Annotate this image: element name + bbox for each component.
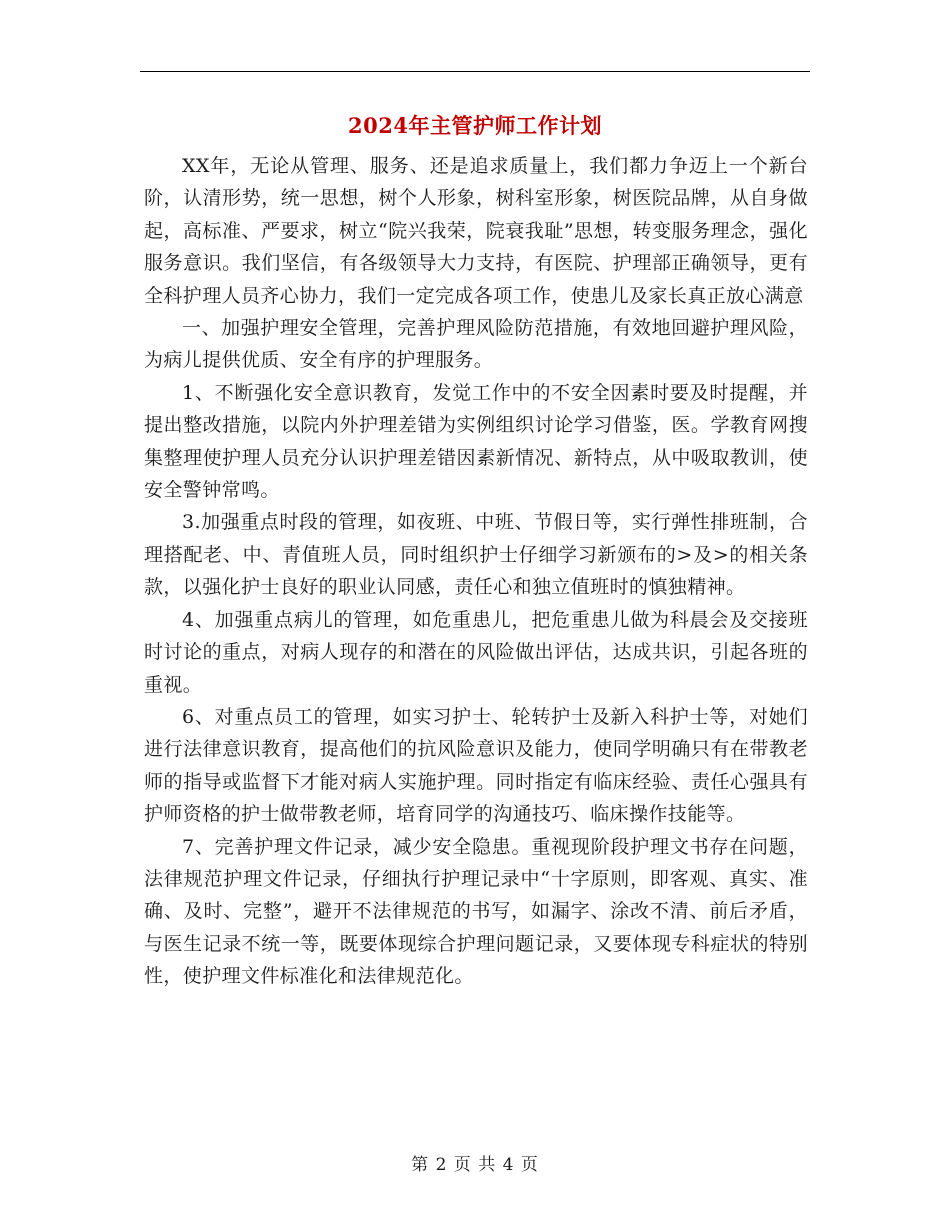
paragraph-section-1: 一、加强护理安全管理，完善护理风险防范措施，有效地回避护理风险，为病儿提供优质、安全有序的护理服务。 [144, 317, 808, 372]
paragraph-item-6: 6、对重点员工的管理，如实习护士、轮转护士及新入科护士等，对她们进行法律意识教育，提高他们的抗风险意识及能力，使同学明确只有在带教老师的指导或监督下才能对病人实施护理。同时指定有临床经验、责任心强具有护师资格的护士做带教老师，培育同学的沟通技巧、临床操作技能等。 [144, 705, 808, 826]
header-rule [140, 71, 810, 72]
paragraph-item-1: 1、不断强化安全意识教育，发觉工作中的不安全因素时要及时提醒，并提出整改措施，以院内外护理差错为实例组织讨论学习借鉴，医。学教育网搜集整理使护理人员充分认识护理差错因素新情况、新特点，从中吸取教训，使安全警钟常鸣。 [144, 381, 808, 502]
paragraph-item-3: 3.加强重点时段的管理，如夜班、中班、节假日等，实行弹性排班制，合理搭配老、中、青值班人员，同时组织护士仔细学习新颁布的>及>的相关条款，以强化护士良好的职业认同感，责任心和独立值班时的慎独精神。 [144, 511, 808, 599]
page-number-footer: 第 2 页 共 4 页 [411, 1155, 539, 1175]
document-body [144, 150, 808, 993]
paragraph-item-7: 7、完善护理文件记录，减少安全隐患。重视现阶段护理文书存在问题，法律规范护理文件记录，仔细执行护理记录中“十字原则，即客观、真实、准确、及时、完整”，避开不法律规范的书写，如漏字、涂改不清、前后矛盾，与医生记录不统一等，既要体现综合护理问题记录，又要体现专科症状的特别性，使护理文件标准化和法律规范化。 [144, 835, 808, 988]
document-title: 2024年主管护师工作计划 [348, 113, 602, 138]
paragraph-item-4: 4、加强重点病儿的管理，如危重患儿，把危重患儿做为科晨会及交接班时讨论的重点，对病人现存的和潜在的风险做出评估，达成共识，引起各班的重视。 [144, 608, 808, 696]
paragraph-intro: XX年，无论从管理、服务、还是追求质量上，我们都力争迈上一个新台阶，认清形势，统一思想，树个人形象，树科室形象，树医院品牌，从自身做起，高标准、严要求，树立“院兴我荣，院衰我耻”思想，转变服务理念，强化服务意识。我们坚信，有各级领导大力支持，有医院、护理部正确领导，更有全科护理人员齐心协力，我们一定完成各项工作，使患儿及家长真正放心满意 [144, 155, 808, 307]
